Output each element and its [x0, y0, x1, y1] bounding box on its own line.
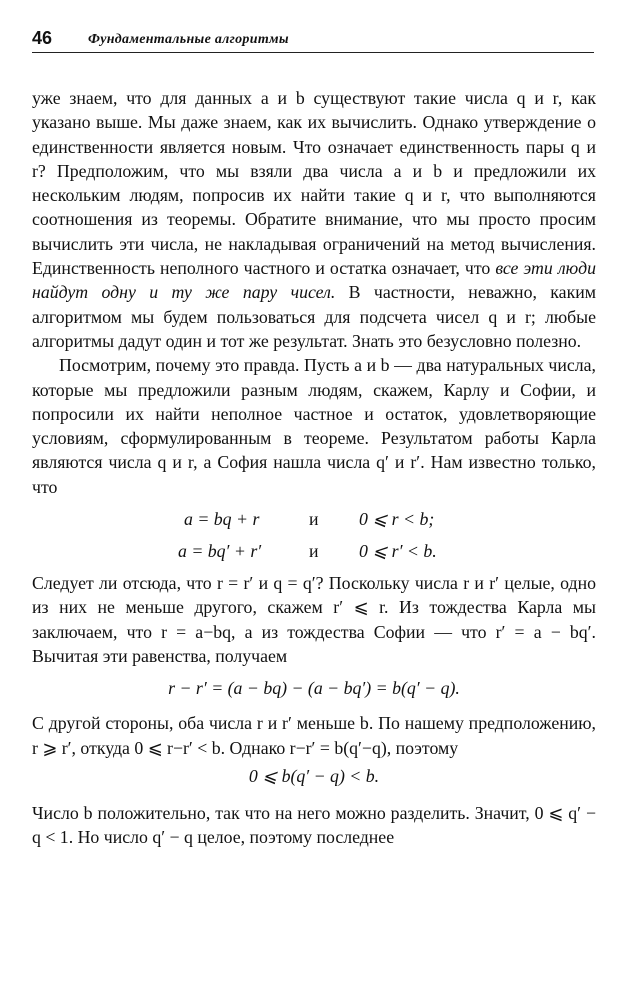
equation-1: [32, 503, 596, 535]
equation-4: 0 ⩽ b(q′ − q) < b.: [248, 765, 380, 786]
paragraph-1-text: уже знаем, что для данных a и b существуют такие числа q и r, как указано выше. Мы даже знаем, как их вычислить. Однако утверждение о единственности является новым. Что означает единственность пары q и r? Предположим, что мы взяли два числа a и b и предложили их нескольким людям, попросив их найти такие q и r, что выполняются соотношения из теоремы. Обратите внимание, что мы просто просим вычислить эти числа, не накладывая ограничений на метод вычисления. Единственность неполного частного и остатка означает, что: [32, 88, 596, 279]
paragraph-3: Следует ли отсюда, что r = r′ и q = q′? Поскольку числа r и r′ целые, одно из них не меньше другого, скажем r′ ⩽ r. Из тождества Карла мы заключаем, что r = a−bq, а из тождества Софии — что r′ = a − bq′. Вычитая эти равенства, получаем: [32, 573, 596, 666]
equation-1-left: a = bq + r: [184, 509, 260, 530]
paragraph-4: С другой стороны, оба числа r и r′ меньше b. По нашему предположению, r ⩾ r′, откуда 0 ⩽ r−r′ < b. Однако r−r′ = b(q′−q), поэтому: [32, 713, 596, 758]
equation-2-left: a = bq′ + r′: [178, 541, 262, 562]
page-number: 46: [32, 28, 53, 48]
equation-2: [32, 535, 596, 567]
page-body: [32, 86, 596, 849]
page-header: [32, 28, 594, 53]
equation-2-and: и: [309, 541, 319, 562]
equation-1-right: 0 ⩽ r < b;: [359, 509, 435, 530]
paragraph-1-italic: все эти люди найдут одну и ту же пару чисел.: [32, 258, 596, 303]
equation-2-right: 0 ⩽ r′ < b.: [359, 541, 437, 562]
paragraph-2: Посмотрим, почему это правда. Пусть a и b — два натуральных числа, которые мы предложили разным людям, скажем, Карлу и Софии, и попросили их найти неполное частное и остаток, удовлетворяющие условиям, сформулированным в теореме. Результатом работы Карла являются числа q и r, а София нашла числа q′ и r′. Нам известно только, что: [32, 355, 596, 497]
equation-1-and: и: [309, 509, 319, 530]
paragraph-5: Число b положительно, так что на него можно разделить. Значит, 0 ⩽ q′ − q < 1. Но число q′ − q целое, поэтому последнее: [32, 802, 596, 848]
equation-3: r − r′ = (a − bq) − (a − bq′) = b(q′ − q).: [168, 678, 460, 699]
paragraph-1: [32, 86, 596, 353]
paragraph-1-end: В частности, неважно, каким алгоритмом мы будем пользоваться для подсчета чисел q и r; любые алгоритмы дадут один и тот же результат. Знать это безусловно полезно.: [32, 282, 596, 351]
running-title: Фундаментальные алгоритмы: [88, 32, 289, 47]
